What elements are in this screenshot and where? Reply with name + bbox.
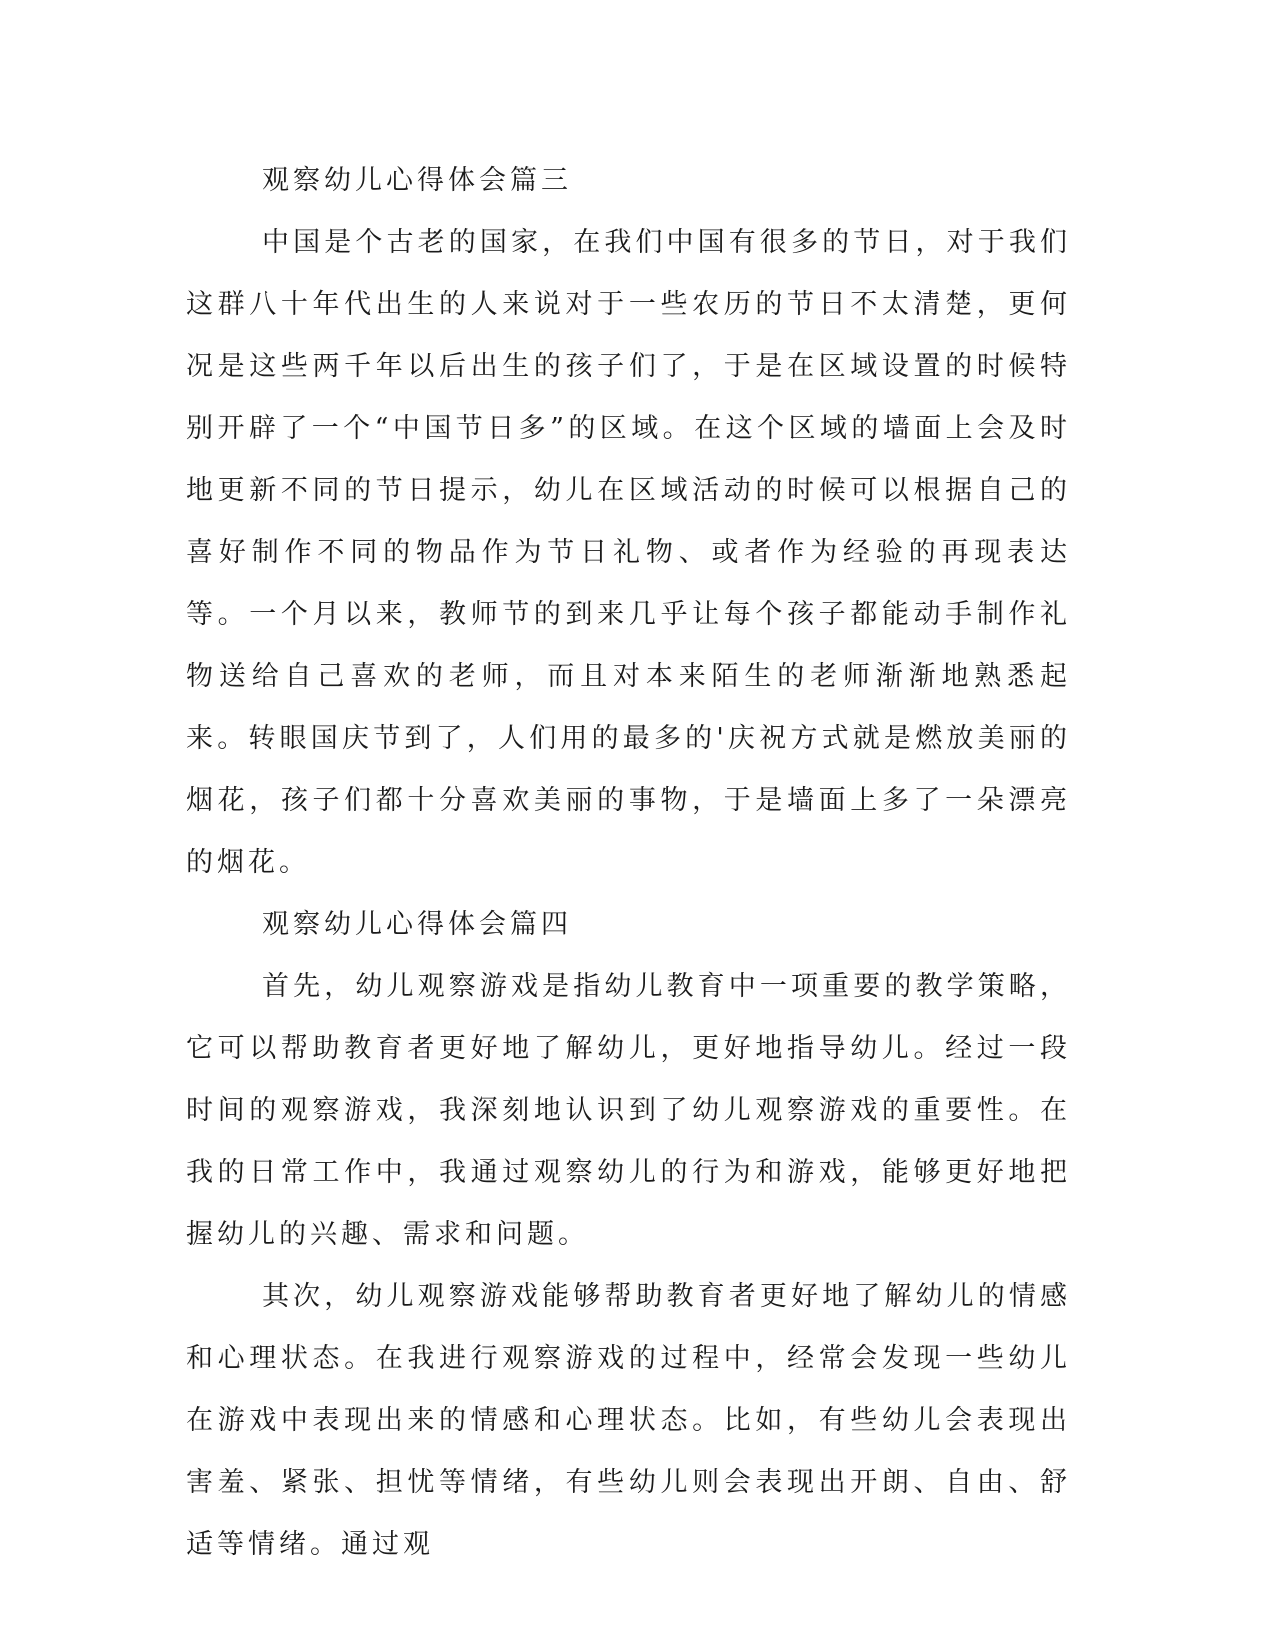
paragraph: 首先，幼儿观察游戏是指幼儿教育中一项重要的教学策略，它可以帮助教育者更好地了解幼儿，更好地指导幼儿。经过一段时间的观察游戏，我深刻地认识到了幼儿观察游戏的重要性。在我的日常工作中，我通过观察幼儿的行为和游戏，能够更好地把握幼儿的兴趣、需求和问题。 <box>186 971 1071 1250</box>
document-body <box>186 150 1071 1576</box>
paragraph: 其次，幼儿观察游戏能够帮助教育者更好地了解幼儿的情感和心理状态。在我进行观察游戏的过程中，经常会发现一些幼儿在游戏中表现出来的情感和心理状态。比如，有些幼儿会表现出害羞、紧张、担忧等情绪，有些幼儿则会表现出开朗、自由、舒适等情绪。通过观 <box>186 1281 1071 1560</box>
section-heading-3: 观察幼儿心得体会篇三 <box>262 165 572 196</box>
paragraph: 中国是个古老的国家，在我们中国有很多的节日，对于我们这群八十年代出生的人来说对于一些农历的节日不太清楚，更何况是这些两千年以后出生的孩子们了，于是在区域设置的时候特别开辟了一个“中国节日多”的区域。在这个区域的墙面上会及时地更新不同的节日提示，幼儿在区域活动的时候可以根据自己的喜好制作不同的物品作为节日礼物、或者作为经验的再现表达等。一个月以来，教师节的到来几乎让每个孩子都能动手制作礼物送给自己喜欢的老师，而且对本来陌生的老师渐渐地熟悉起来。转眼国庆节到了，人们用的最多的'庆祝方式就是燃放美丽的烟花，孩子们都十分喜欢美丽的事物，于是墙面上多了一朵漂亮的烟花。 <box>186 227 1071 878</box>
section-heading-4: 观察幼儿心得体会篇四 <box>262 909 572 940</box>
